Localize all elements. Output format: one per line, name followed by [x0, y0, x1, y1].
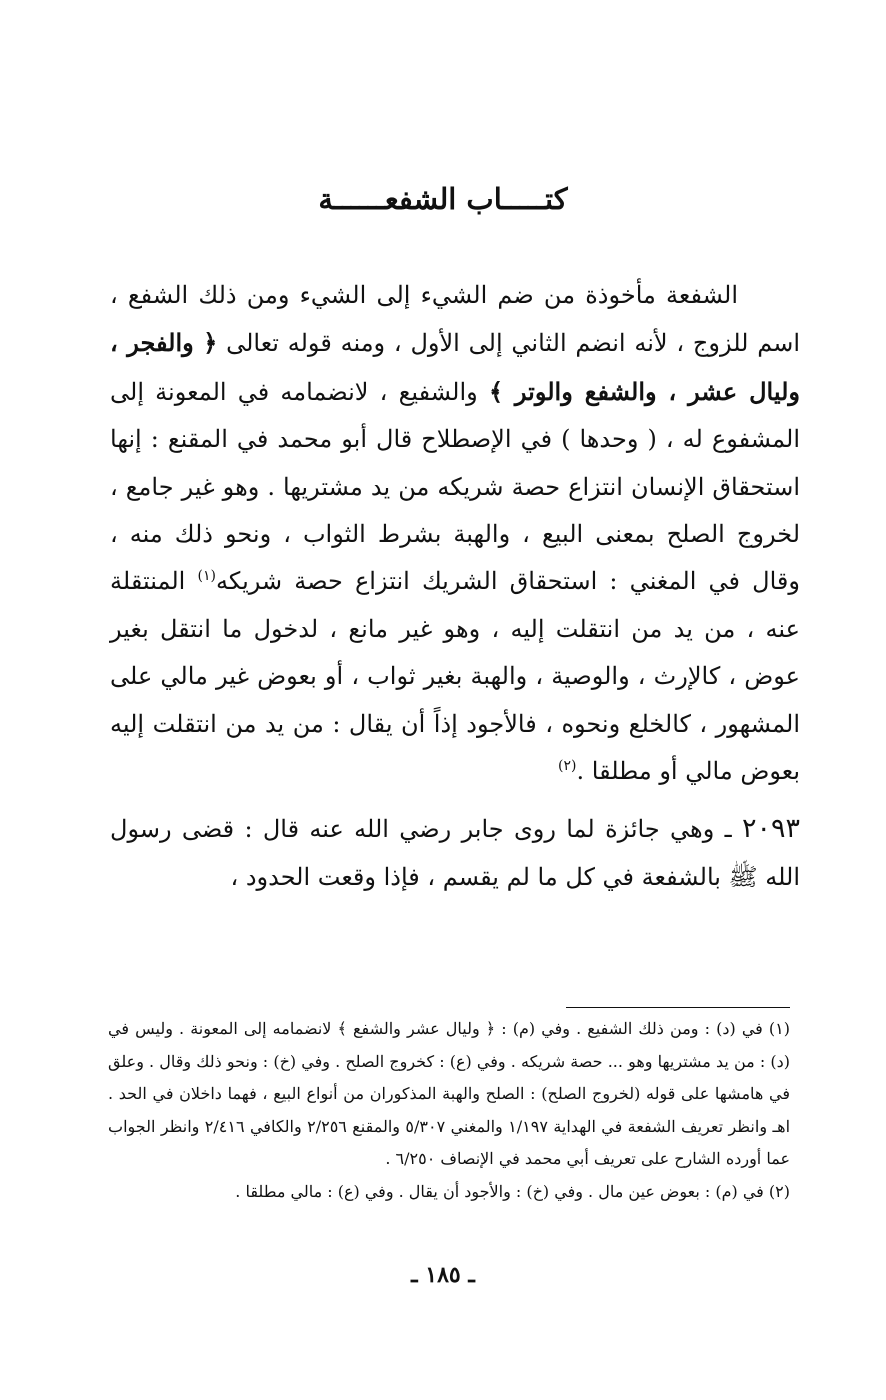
footnote-1: (١) في (د) : ومن ذلك الشفيع . وفي (م) : ﴿ وليال عشر والشفع ﴾ لانضمامه إلى المعونة . وليس في (د) : من يد مشتريها وهو ... حصة شريكه . وفي (ع) : كخروج الصلح . وفي (خ) : ونحو ذلك وقال . وعلق في هامشها على قوله (لخروج الصلح) : الصلح والهبة المذكوران من أنواع البيع ، فهما داخلان في الحد . اهـ وانظر تعريف الشفعة في الهداية ١/١٩٧ والمغني ٥/٣٠٧ والمقنع ٢/٢٥٦ والكافي ٢/٤١٦ وانظر الجواب عما أورده الشارح على تعريف أبي محمد في الإنصاف ٦/٢٥٠ . — [108, 1019, 791, 1169]
footnote-2: (٢) في (م) : بعوض عين مال . وفي (خ) : والأجود أن يقال . وفي (ع) : مالي مطلقا . — [235, 1181, 790, 1201]
paragraph-text: المنتقلة عنه ، من يد من انتقلت إليه ، وهو غير مانع ، لدخول ما انتقل بغير عوض ، كالإرث ، والوصية ، والهبة بغير ثواب ، أو بعوض غير مالي على المشهور ، كالخلع ونحوه ، فالأجود إذاً أن يقال : من يد من انتقلت إليه بعوض مالي أو مطلقا . — [110, 567, 800, 786]
chapter-title: كتـــــاب الشفعــــــة — [318, 182, 568, 216]
paragraph-text: وهي جائزة لما روى جابر رضي الله عنه قال : قضى رسول الله ﷺ بالشفعة في كل ما لم يقسم ، فإذا وقعت الحدود ، — [110, 815, 800, 891]
page-number: ـ ١٨٥ ـ — [411, 1262, 475, 1288]
main-text — [110, 272, 800, 901]
footnote-divider — [566, 1007, 790, 1008]
footnotes — [108, 1013, 790, 1209]
paragraph-text: الشفعة مأخوذة من ضم الشيء إلى الشيء ومن ذلك الشفع ، اسم للزوج ، لأنه انضم الثاني إلى الأول ، ومنه قوله تعالى — [110, 281, 800, 358]
footnote-ref-2: (٢) — [558, 758, 577, 775]
paragraph-definition — [110, 272, 800, 795]
quran-quote: ﴿ والفجر ، وليال عشر ، والشفع والوتر ﴾ — [110, 328, 800, 406]
paragraph-text: والشفيع ، لانضمامه في المعونة إلى المشفوع له ، ( وحدها ) في الإصطلاح قال أبو محمد في المقنع : إنها استحقاق الإنسان انتزاع حصة شريكه من يد مشتريها . وهو غير جامع ، لخروج الصلح بمعنى البيع ، والهبة بشرط الثواب ، ونحو ذلك منه ، وقال في المغني : استحقاق الشريك انتزاع حصة شريكه — [110, 377, 800, 596]
section-number: ٢٠٩٣ — [741, 813, 800, 845]
section-dash: ـ — [724, 815, 732, 844]
paragraph-numbered — [110, 805, 800, 901]
footnote-ref-1: (١) — [197, 568, 216, 585]
